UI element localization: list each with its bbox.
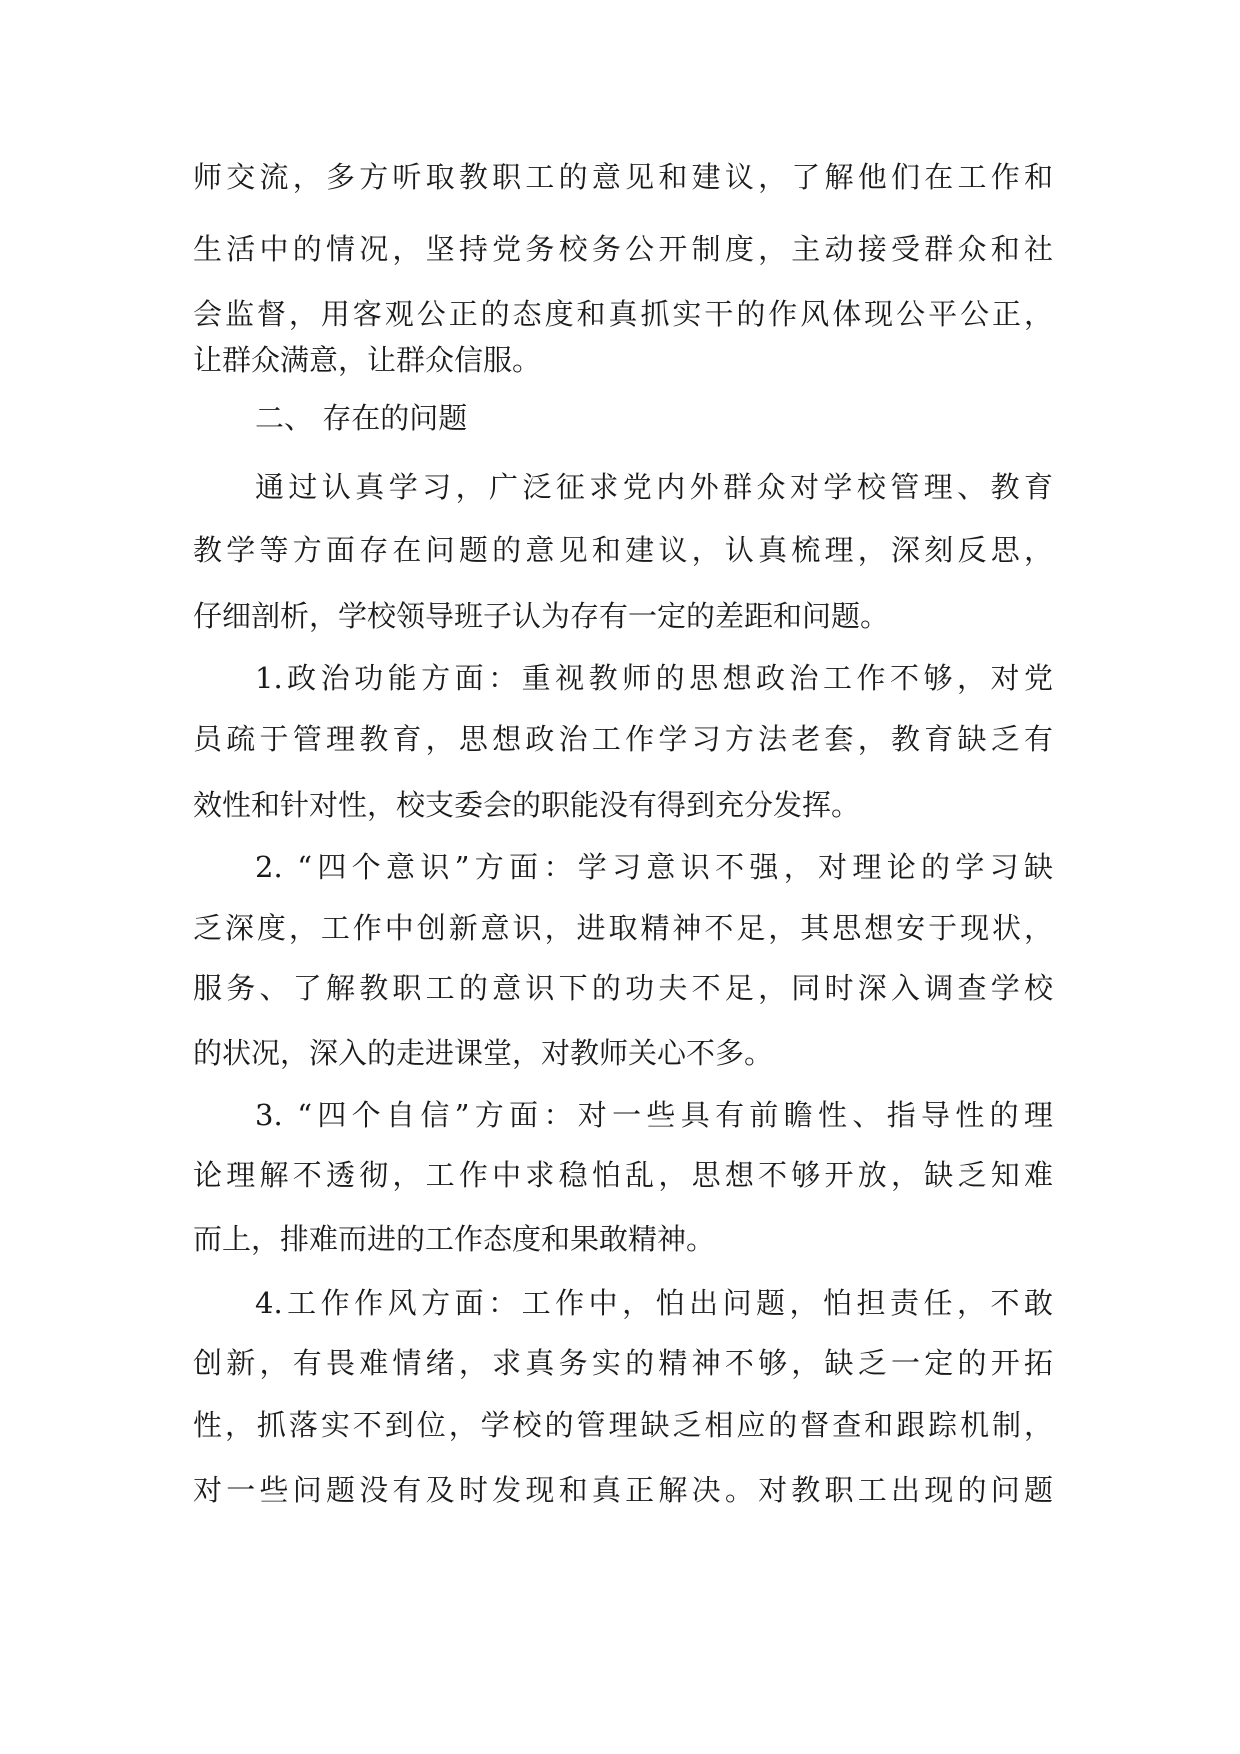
paragraph-line: 会监督，用客观公正的态度和真抓实干的作风体现公平公正，	[193, 297, 1053, 331]
paragraph-line: 而上，排难而进的工作态度和果敢精神。	[193, 1222, 716, 1256]
paragraph-line: 员疏于管理教育，思想政治工作学习方法老套，教育缺乏有	[193, 722, 1053, 756]
paragraph-line: 对一些问题没有及时发现和真正解决。对教职工出现的问题	[193, 1473, 1053, 1507]
paragraph-line: 仔细剖析，学校领导班子认为存有一定的差距和问题。	[193, 599, 890, 633]
paragraph-line: 服务、了解教职工的意识下的功夫不足，同时深入调查学校	[193, 971, 1053, 1005]
paragraph-line: 生活中的情况，坚持党务校务公开制度，主动接受群众和社	[193, 232, 1053, 266]
paragraph-line: 通过认真学习，广泛征求党内外群众对学校管理、教育	[255, 470, 1053, 504]
list-item-line: 2. “四个意识”方面：学习意识不强，对理论的学习缺	[255, 850, 1053, 884]
paragraph-line: 乏深度，工作中创新意识，进取精神不足，其思想安于现状，	[193, 911, 1053, 945]
list-item-line: 4.工作作风方面：工作中，怕出问题，怕担责任，不敢	[255, 1286, 1053, 1320]
paragraph-line: 让群众满意，让群众信服。	[193, 343, 542, 377]
paragraph-line: 论理解不透彻，工作中求稳怕乱，思想不够开放，缺乏知难	[193, 1158, 1053, 1192]
paragraph-line: 性，抓落实不到位，学校的管理缺乏相应的督查和跟踪机制，	[193, 1408, 1053, 1442]
paragraph-line: 师交流，多方听取教职工的意见和建议，了解他们在工作和	[193, 160, 1053, 194]
list-item-line: 3. “四个自信”方面：对一些具有前瞻性、指导性的理	[255, 1098, 1053, 1132]
paragraph-line: 效性和针对性，校支委会的职能没有得到充分发挥。	[193, 788, 861, 822]
paragraph-line: 的状况，深入的走进课堂，对教师关心不多。	[193, 1036, 774, 1070]
section-heading: 二、 存在的问题	[255, 401, 468, 435]
paragraph-line: 创新，有畏难情绪，求真务实的精神不够，缺乏一定的开拓	[193, 1346, 1053, 1380]
list-item-line: 1.政治功能方面：重视教师的思想政治工作不够，对党	[255, 661, 1053, 695]
paragraph-line: 教学等方面存在问题的意见和建议，认真梳理，深刻反思，	[193, 533, 1053, 567]
